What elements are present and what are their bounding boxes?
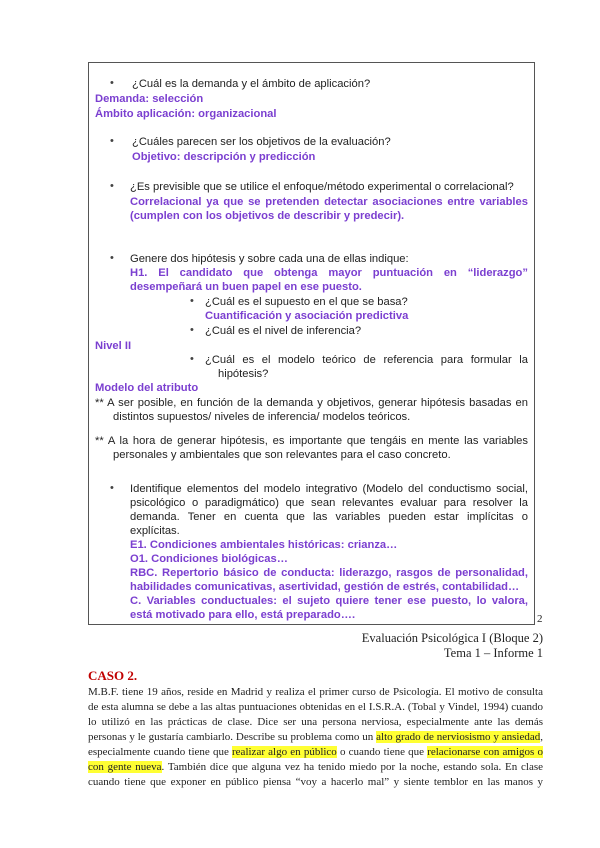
question-inferencia: ¿Cuál es el nivel de inferencia? [205,325,362,337]
case-line [88,730,543,745]
question-modelo-integrativo-line1: Identifique elementos del modelo integrativo (Modelo del conductismo social, [130,483,528,495]
page-number: 2 [537,613,543,625]
answer-demanda: Demanda: selección [95,93,204,105]
question-modelo-integrativo-line3: demanda. Tener en cuenta que las variables pueden estar implícitas o [130,511,528,523]
highlight: relacionarse con amigos o [427,746,543,758]
question-demanda: ¿Cuál es la demanda y el ámbito de aplicación? [132,78,371,90]
question-modelo-integrativo-line4: explícitas. [130,525,180,537]
bullet: • [110,252,114,264]
bullet: • [190,353,194,365]
note-1-line1: ** A ser posible, en función de la demanda y objetivos, generar hipótesis basadas en [95,397,528,409]
highlight: realizar algo en público [232,746,337,758]
question-metodo: ¿Es previsible que se utilice el enfoque/método experimental o correlacional? [130,181,514,193]
answer-c-line2: está motivado para ello, está preparado…. [130,609,356,621]
case-text: . También dice que alguna vez ha tenido miedo por la noche, estando sola. En clase [161,761,543,773]
answer-rbc-line2: habilidades comunicativas, asertividad, gestión de estrés, contabilidad… [130,581,520,593]
answer-c-line1: C. Variables conductuales: el sujeto quiere tener ese puesto, lo valora, [130,595,528,607]
highlight: con gente nueva [88,761,162,773]
answer-metodo-line1: Correlacional ya que se pretenden detectar asociaciones entre variables [130,196,528,208]
answer-metodo-line2: (cumplen con los objetivos de describir y predecir). [130,210,405,222]
question-hipotesis: Genere dos hipótesis y sobre cada una de ellas indique: [130,253,409,265]
answer-ambito: Ámbito aplicación: organizacional [95,108,277,120]
note-2-line2: personales y ambientales que son relevantes para el caso concreto. [113,449,451,461]
hypothesis-h1-line2: desempeñará un buen papel en ese puesto. [130,281,362,293]
bullet: • [110,482,114,494]
case-line: de esta alumna se debe a las altas puntuaciones obtenidas en el I.S.R.A. (Tobal y Vindel, 1994) cuando [88,701,543,713]
note-2-line1: ** A la hora de generar hipótesis, es importante que tengáis en mente las variables [95,435,528,447]
case-text: personas y le gustaría cambiarlo. Describe su problema como un [88,731,377,743]
question-supuesto: ¿Cuál es el supuesto en el que se basa? [205,296,408,308]
bullet: • [190,295,194,307]
answer-objetivos: Objetivo: descripción y predicción [132,151,316,163]
question-modelo-integrativo-line2: psicológico o paradigmático) que sean relevantes evaluar para resolver la [130,497,528,509]
answer-e1: E1. Condiciones ambientales históricas: crianza… [130,539,398,551]
case-text: especialmente cuando tiene que [88,746,233,758]
hypothesis-h1-line1: H1. El candidato que obtenga mayor puntuación en “liderazgo” [130,267,528,279]
case-text: o cuando tiene que [336,746,428,758]
answer-o1: O1. Condiciones biológicas… [130,553,288,565]
answer-inferencia: Nivel II [95,340,132,352]
answer-rbc-line1: RBC. Repertorio básico de conducta: liderazgo, rasgos de personalidad, [130,567,528,579]
bullet: • [190,324,194,336]
document-header-title: Evaluación Psicológica I (Bloque 2) [361,631,543,645]
question-objetivos: ¿Cuáles parecen ser los objetivos de la evaluación? [132,136,391,148]
highlight: alto grado de nerviosismo y ansiedad [376,731,541,743]
note-1-line2: distintos supuestos/ niveles de inferencia/ modelos teóricos. [113,411,411,423]
bullet: • [110,180,114,192]
case-line: cuando tiene que exponer en público piensa “voy a hacerlo mal” y siente temblor en las manos y [88,776,543,788]
case-line [88,760,543,775]
answer-supuesto: Cuantificación y asociación predictiva [205,310,409,322]
case-line: M.B.F. tiene 19 años, reside en Madrid y realiza el primer curso de Psicología. El motivo de consulta [88,686,543,698]
document-header-subtitle: Tema 1 – Informe 1 [443,646,543,660]
case-line [88,745,543,760]
case-text: , [540,731,543,743]
answer-modelo: Modelo del atributo [95,382,199,394]
question-modelo-line2: hipótesis? [218,368,269,380]
bullet: • [110,135,114,147]
bullet: • [110,77,114,89]
case-title: CASO 2. [88,668,138,683]
question-modelo-line1: ¿Cuál es el modelo teórico de referencia para formular la [205,354,528,366]
case-line: lo utilizó en las prácticas de clase. Dice ser una persona nerviosa, especialmente ante las demás [88,716,543,728]
